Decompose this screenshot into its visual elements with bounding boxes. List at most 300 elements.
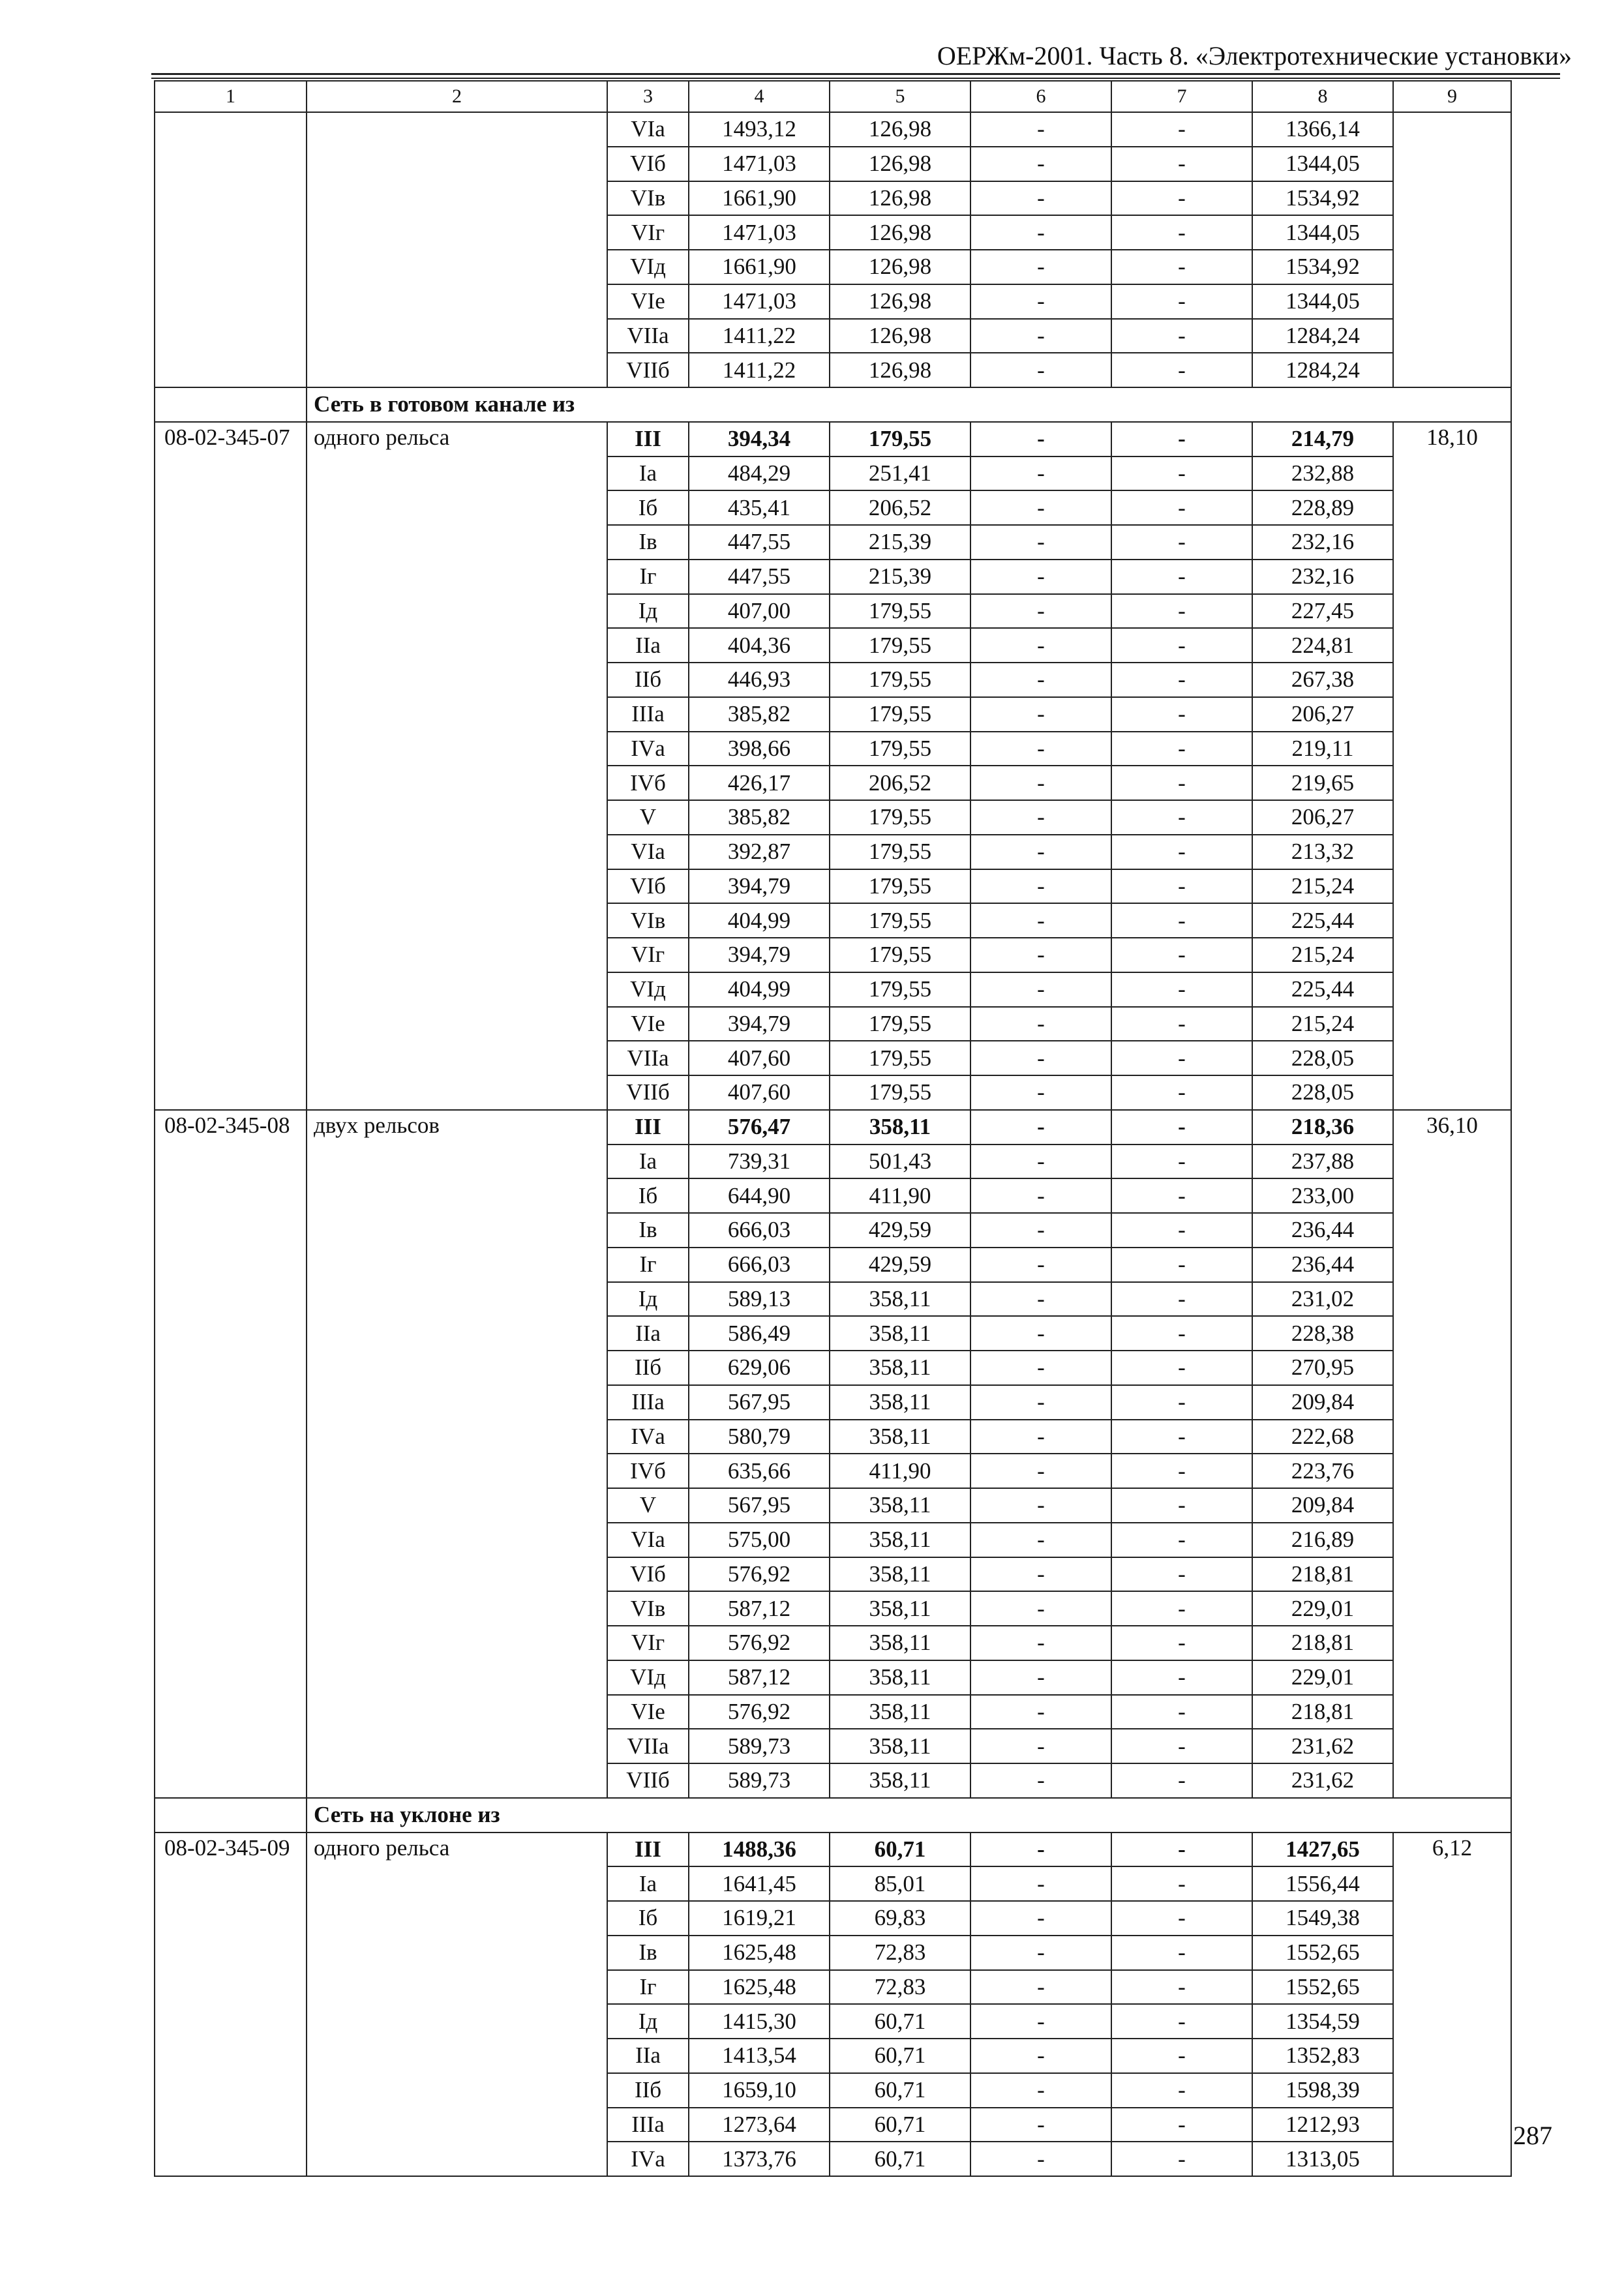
zone-cell: VIд — [607, 972, 689, 1007]
materials-cost-cell: 231,02 — [1252, 1282, 1393, 1317]
materials-cost-cell: 232,16 — [1252, 525, 1393, 560]
wage-cell: 411,90 — [830, 1454, 970, 1488]
zone-cell: VIв — [607, 1591, 689, 1626]
column-number: 1 — [155, 81, 307, 112]
total-cost-cell: 644,90 — [689, 1178, 830, 1213]
wage-cell: 179,55 — [830, 938, 970, 972]
machine-cost-cell: - — [970, 1351, 1111, 1385]
code-cell: 08-02-345-07 — [155, 422, 307, 1110]
table-row — [155, 1833, 1511, 1867]
zone-cell: VIа — [607, 835, 689, 869]
machine-cost-cell: - — [970, 1488, 1111, 1523]
machine-cost-cell: - — [970, 697, 1111, 732]
zone-cell: VIе — [607, 284, 689, 319]
machine-cost-cell: - — [970, 1557, 1111, 1592]
total-cost-cell: 446,93 — [689, 663, 830, 697]
total-cost-cell: 586,49 — [689, 1316, 830, 1351]
column-number: 4 — [689, 81, 830, 112]
zone-cell: VIа — [607, 1523, 689, 1557]
zone-cell: Iв — [607, 1213, 689, 1248]
column-number: 5 — [830, 81, 970, 112]
machine-cost-cell: - — [970, 1385, 1111, 1420]
driver-wage-cell: - — [1111, 2073, 1252, 2108]
machine-cost-cell: - — [970, 525, 1111, 560]
machine-cost-cell: - — [970, 1178, 1111, 1213]
section-heading-row — [155, 1798, 1511, 1833]
machine-cost-cell: - — [970, 972, 1111, 1007]
driver-wage-cell: - — [1111, 1075, 1252, 1110]
wage-cell: 358,11 — [830, 1316, 970, 1351]
machine-cost-cell: - — [970, 250, 1111, 284]
machine-cost-cell: - — [970, 1901, 1111, 1936]
total-cost-cell: 404,36 — [689, 628, 830, 663]
total-cost-cell: 576,92 — [689, 1695, 830, 1729]
zone-cell: VIб — [607, 1557, 689, 1592]
driver-wage-cell: - — [1111, 1591, 1252, 1626]
driver-wage-cell: - — [1111, 1488, 1252, 1523]
materials-cost-cell: 219,65 — [1252, 766, 1393, 800]
section-empty-cell — [155, 1798, 307, 1833]
machine-cost-cell: - — [970, 490, 1111, 525]
driver-wage-cell: - — [1111, 1248, 1252, 1282]
wage-cell: 358,11 — [830, 1660, 970, 1695]
total-cost-cell: 394,34 — [689, 422, 830, 456]
wage-cell: 179,55 — [830, 594, 970, 629]
total-cost-cell: 589,13 — [689, 1282, 830, 1317]
table-body — [155, 81, 1511, 2176]
materials-cost-cell: 218,81 — [1252, 1557, 1393, 1592]
wage-cell: 358,11 — [830, 1557, 970, 1592]
driver-wage-cell: - — [1111, 1351, 1252, 1385]
materials-cost-cell: 1534,92 — [1252, 181, 1393, 216]
machine-cost-cell: - — [970, 1729, 1111, 1763]
zone-cell: V — [607, 800, 689, 835]
total-cost-cell: 394,79 — [689, 869, 830, 904]
total-cost-cell: 484,29 — [689, 456, 830, 491]
total-cost-cell: 1488,36 — [689, 1833, 830, 1867]
zone-cell: VIIа — [607, 1729, 689, 1763]
col9-cell — [1393, 112, 1511, 387]
zone-cell: VIг — [607, 1626, 689, 1660]
driver-wage-cell: - — [1111, 456, 1252, 491]
total-cost-cell: 447,55 — [689, 560, 830, 594]
section-heading: Сеть на уклоне из — [307, 1798, 1511, 1833]
materials-cost-cell: 229,01 — [1252, 1660, 1393, 1695]
materials-cost-cell: 1344,05 — [1252, 215, 1393, 250]
wage-cell: 358,11 — [830, 1420, 970, 1454]
machine-cost-cell: - — [970, 1075, 1111, 1110]
wage-cell: 126,98 — [830, 112, 970, 147]
table-row — [155, 112, 1511, 147]
materials-cost-cell: 225,44 — [1252, 972, 1393, 1007]
zone-cell: IIа — [607, 628, 689, 663]
materials-cost-cell: 267,38 — [1252, 663, 1393, 697]
zone-cell: VIд — [607, 1660, 689, 1695]
driver-wage-cell: - — [1111, 1454, 1252, 1488]
total-cost-cell: 567,95 — [689, 1488, 830, 1523]
driver-wage-cell: - — [1111, 1385, 1252, 1420]
machine-cost-cell: - — [970, 2142, 1111, 2176]
materials-cost-cell: 1556,44 — [1252, 1866, 1393, 1901]
total-cost-cell: 392,87 — [689, 835, 830, 869]
wage-cell: 358,11 — [830, 1729, 970, 1763]
zone-cell: VIIб — [607, 1075, 689, 1110]
materials-cost-cell: 218,36 — [1252, 1110, 1393, 1144]
driver-wage-cell: - — [1111, 181, 1252, 216]
zone-cell: IIа — [607, 2039, 689, 2073]
total-cost-cell: 1471,03 — [689, 215, 830, 250]
column-number-row — [155, 81, 1511, 112]
total-cost-cell: 567,95 — [689, 1385, 830, 1420]
driver-wage-cell: - — [1111, 319, 1252, 353]
total-cost-cell: 1661,90 — [689, 181, 830, 216]
wage-cell: 358,11 — [830, 1763, 970, 1798]
zone-cell: III — [607, 1110, 689, 1144]
machine-cost-cell: - — [970, 938, 1111, 972]
zone-cell: Iа — [607, 1144, 689, 1179]
total-cost-cell: 629,06 — [689, 1351, 830, 1385]
driver-wage-cell: - — [1111, 1144, 1252, 1179]
materials-cost-cell: 1598,39 — [1252, 2073, 1393, 2108]
zone-cell: Iб — [607, 490, 689, 525]
zone-cell: IVб — [607, 766, 689, 800]
wage-cell: 358,11 — [830, 1523, 970, 1557]
wage-cell: 179,55 — [830, 1075, 970, 1110]
driver-wage-cell: - — [1111, 1660, 1252, 1695]
total-cost-cell: 1641,45 — [689, 1866, 830, 1901]
wage-cell: 358,11 — [830, 1695, 970, 1729]
section-heading-row — [155, 387, 1511, 422]
machine-cost-cell: - — [970, 1866, 1111, 1901]
machine-cost-cell: - — [970, 1110, 1111, 1144]
total-cost-cell: 394,79 — [689, 1007, 830, 1041]
total-cost-cell: 1493,12 — [689, 112, 830, 147]
materials-cost-cell: 1549,38 — [1252, 1901, 1393, 1936]
zone-cell: Iг — [607, 560, 689, 594]
materials-cost-cell: 224,81 — [1252, 628, 1393, 663]
zone-cell: IIIа — [607, 1385, 689, 1420]
total-cost-cell: 1411,22 — [689, 353, 830, 387]
zone-cell: V — [607, 1488, 689, 1523]
column-number: 6 — [970, 81, 1111, 112]
driver-wage-cell: - — [1111, 1970, 1252, 2005]
materials-cost-cell: 231,62 — [1252, 1763, 1393, 1798]
materials-cost-cell: 1344,05 — [1252, 147, 1393, 181]
machine-cost-cell: - — [970, 903, 1111, 938]
name-cell: двух рельсов — [307, 1110, 607, 1798]
total-cost-cell: 398,66 — [689, 732, 830, 766]
header-rule — [151, 73, 1560, 75]
machine-cost-cell: - — [970, 1523, 1111, 1557]
driver-wage-cell: - — [1111, 2039, 1252, 2073]
wage-cell: 358,11 — [830, 1282, 970, 1317]
total-cost-cell: 576,47 — [689, 1110, 830, 1144]
driver-wage-cell: - — [1111, 869, 1252, 904]
materials-cost-cell: 228,05 — [1252, 1075, 1393, 1110]
wage-cell: 358,11 — [830, 1351, 970, 1385]
machine-cost-cell: - — [970, 1660, 1111, 1695]
machine-cost-cell: - — [970, 1454, 1111, 1488]
driver-wage-cell: - — [1111, 1626, 1252, 1660]
materials-cost-cell: 1354,59 — [1252, 2004, 1393, 2039]
materials-cost-cell: 1313,05 — [1252, 2142, 1393, 2176]
materials-cost-cell: 1212,93 — [1252, 2108, 1393, 2142]
wage-cell: 126,98 — [830, 250, 970, 284]
col9-cell: 6,12 — [1393, 1833, 1511, 2177]
zone-cell: VIIа — [607, 1041, 689, 1075]
header-rule-thin — [151, 78, 1560, 79]
driver-wage-cell: - — [1111, 835, 1252, 869]
materials-cost-cell: 216,89 — [1252, 1523, 1393, 1557]
zone-cell: IIIа — [607, 2108, 689, 2142]
materials-cost-cell: 223,76 — [1252, 1454, 1393, 1488]
total-cost-cell: 1661,90 — [689, 250, 830, 284]
materials-cost-cell: 270,95 — [1252, 1351, 1393, 1385]
driver-wage-cell: - — [1111, 972, 1252, 1007]
total-cost-cell: 589,73 — [689, 1763, 830, 1798]
wage-cell: 126,98 — [830, 284, 970, 319]
page-number: 287 — [1513, 2121, 1552, 2150]
total-cost-cell: 435,41 — [689, 490, 830, 525]
driver-wage-cell: - — [1111, 2004, 1252, 2039]
driver-wage-cell: - — [1111, 1316, 1252, 1351]
machine-cost-cell: - — [970, 1282, 1111, 1317]
driver-wage-cell: - — [1111, 422, 1252, 456]
zone-cell: III — [607, 1833, 689, 1867]
wage-cell: 179,55 — [830, 422, 970, 456]
column-number: 2 — [307, 81, 607, 112]
wage-cell: 72,83 — [830, 1936, 970, 1970]
materials-cost-cell: 1284,24 — [1252, 319, 1393, 353]
total-cost-cell: 1471,03 — [689, 284, 830, 319]
zone-cell: Iв — [607, 1936, 689, 1970]
machine-cost-cell: - — [970, 181, 1111, 216]
zone-cell: VIа — [607, 112, 689, 147]
driver-wage-cell: - — [1111, 147, 1252, 181]
materials-cost-cell: 1352,83 — [1252, 2039, 1393, 2073]
wage-cell: 69,83 — [830, 1901, 970, 1936]
driver-wage-cell: - — [1111, 697, 1252, 732]
wage-cell: 179,55 — [830, 869, 970, 904]
driver-wage-cell: - — [1111, 1729, 1252, 1763]
wage-cell: 429,59 — [830, 1248, 970, 1282]
machine-cost-cell: - — [970, 663, 1111, 697]
materials-cost-cell: 236,44 — [1252, 1248, 1393, 1282]
driver-wage-cell: - — [1111, 215, 1252, 250]
driver-wage-cell: - — [1111, 663, 1252, 697]
total-cost-cell: 575,00 — [689, 1523, 830, 1557]
zone-cell: IIа — [607, 1316, 689, 1351]
machine-cost-cell: - — [970, 1626, 1111, 1660]
materials-cost-cell: 236,44 — [1252, 1213, 1393, 1248]
machine-cost-cell: - — [970, 112, 1111, 147]
zone-cell: VIд — [607, 250, 689, 284]
driver-wage-cell: - — [1111, 1523, 1252, 1557]
zone-cell: Iг — [607, 1248, 689, 1282]
wage-cell: 411,90 — [830, 1178, 970, 1213]
machine-cost-cell: - — [970, 560, 1111, 594]
materials-cost-cell: 1344,05 — [1252, 284, 1393, 319]
total-cost-cell: 666,03 — [689, 1213, 830, 1248]
column-number: 3 — [607, 81, 689, 112]
zone-cell: Iб — [607, 1901, 689, 1936]
zone-cell: VIе — [607, 1007, 689, 1041]
machine-cost-cell: - — [970, 1936, 1111, 1970]
zone-cell: IIб — [607, 1351, 689, 1385]
machine-cost-cell: - — [970, 147, 1111, 181]
wage-cell: 179,55 — [830, 663, 970, 697]
running-header: ОЕРЖм-2001. Часть 8. «Электротехнические установки» — [937, 41, 1572, 70]
zone-cell: VIг — [607, 938, 689, 972]
name-cell: одного рельса — [307, 422, 607, 1110]
materials-cost-cell: 232,16 — [1252, 560, 1393, 594]
total-cost-cell: 385,82 — [689, 697, 830, 732]
zone-cell: III — [607, 422, 689, 456]
total-cost-cell: 739,31 — [689, 1144, 830, 1179]
name-cell — [307, 112, 607, 387]
total-cost-cell: 1415,30 — [689, 2004, 830, 2039]
zone-cell: VIв — [607, 903, 689, 938]
machine-cost-cell: - — [970, 319, 1111, 353]
driver-wage-cell: - — [1111, 1178, 1252, 1213]
materials-cost-cell: 228,05 — [1252, 1041, 1393, 1075]
wage-cell: 60,71 — [830, 2108, 970, 2142]
materials-cost-cell: 209,84 — [1252, 1385, 1393, 1420]
wage-cell: 251,41 — [830, 456, 970, 491]
zone-cell: IVа — [607, 2142, 689, 2176]
wage-cell: 179,55 — [830, 903, 970, 938]
total-cost-cell: 580,79 — [689, 1420, 830, 1454]
total-cost-cell: 394,79 — [689, 938, 830, 972]
driver-wage-cell: - — [1111, 250, 1252, 284]
machine-cost-cell: - — [970, 1591, 1111, 1626]
driver-wage-cell: - — [1111, 1833, 1252, 1867]
materials-cost-cell: 215,24 — [1252, 1007, 1393, 1041]
wage-cell: 179,55 — [830, 1041, 970, 1075]
driver-wage-cell: - — [1111, 1695, 1252, 1729]
machine-cost-cell: - — [970, 835, 1111, 869]
machine-cost-cell: - — [970, 1316, 1111, 1351]
col9-cell: 18,10 — [1393, 422, 1511, 1110]
driver-wage-cell: - — [1111, 594, 1252, 629]
machine-cost-cell: - — [970, 456, 1111, 491]
materials-cost-cell: 1534,92 — [1252, 250, 1393, 284]
column-number: 8 — [1252, 81, 1393, 112]
machine-cost-cell: - — [970, 1420, 1111, 1454]
zone-cell: Iд — [607, 2004, 689, 2039]
materials-cost-cell: 206,27 — [1252, 697, 1393, 732]
total-cost-cell: 404,99 — [689, 972, 830, 1007]
zone-cell: IIб — [607, 2073, 689, 2108]
zone-cell: VIIб — [607, 353, 689, 387]
wage-cell: 429,59 — [830, 1213, 970, 1248]
wage-cell: 179,55 — [830, 835, 970, 869]
driver-wage-cell: - — [1111, 628, 1252, 663]
driver-wage-cell: - — [1111, 1901, 1252, 1936]
driver-wage-cell: - — [1111, 766, 1252, 800]
materials-cost-cell: 227,45 — [1252, 594, 1393, 629]
column-number: 7 — [1111, 81, 1252, 112]
zone-cell: VIIа — [607, 319, 689, 353]
materials-cost-cell: 237,88 — [1252, 1144, 1393, 1179]
materials-cost-cell: 213,32 — [1252, 835, 1393, 869]
materials-cost-cell: 232,88 — [1252, 456, 1393, 491]
driver-wage-cell: - — [1111, 2142, 1252, 2176]
wage-cell: 215,39 — [830, 525, 970, 560]
zone-cell: IIIа — [607, 697, 689, 732]
driver-wage-cell: - — [1111, 1936, 1252, 1970]
machine-cost-cell: - — [970, 1248, 1111, 1282]
total-cost-cell: 385,82 — [689, 800, 830, 835]
materials-cost-cell: 1552,65 — [1252, 1970, 1393, 2005]
wage-cell: 85,01 — [830, 1866, 970, 1901]
price-table — [154, 80, 1512, 2177]
total-cost-cell: 635,66 — [689, 1454, 830, 1488]
wage-cell: 179,55 — [830, 628, 970, 663]
materials-cost-cell: 218,81 — [1252, 1626, 1393, 1660]
wage-cell: 206,52 — [830, 766, 970, 800]
materials-cost-cell: 229,01 — [1252, 1591, 1393, 1626]
wage-cell: 215,39 — [830, 560, 970, 594]
driver-wage-cell: - — [1111, 1110, 1252, 1144]
driver-wage-cell: - — [1111, 490, 1252, 525]
machine-cost-cell: - — [970, 284, 1111, 319]
wage-cell: 126,98 — [830, 353, 970, 387]
materials-cost-cell: 206,27 — [1252, 800, 1393, 835]
machine-cost-cell: - — [970, 594, 1111, 629]
machine-cost-cell: - — [970, 628, 1111, 663]
zone-cell: IVа — [607, 732, 689, 766]
driver-wage-cell: - — [1111, 2108, 1252, 2142]
zone-cell: VIб — [607, 147, 689, 181]
materials-cost-cell: 231,62 — [1252, 1729, 1393, 1763]
wage-cell: 179,55 — [830, 1007, 970, 1041]
code-cell: 08-02-345-09 — [155, 1833, 307, 2177]
zone-cell: Iа — [607, 1866, 689, 1901]
wage-cell: 60,71 — [830, 2004, 970, 2039]
materials-cost-cell: 1284,24 — [1252, 353, 1393, 387]
materials-cost-cell: 228,38 — [1252, 1316, 1393, 1351]
machine-cost-cell: - — [970, 1213, 1111, 1248]
wage-cell: 358,11 — [830, 1626, 970, 1660]
materials-cost-cell: 215,24 — [1252, 938, 1393, 972]
driver-wage-cell: - — [1111, 1007, 1252, 1041]
zone-cell: IVб — [607, 1454, 689, 1488]
wage-cell: 179,55 — [830, 697, 970, 732]
wage-cell: 60,71 — [830, 2142, 970, 2176]
total-cost-cell: 407,60 — [689, 1075, 830, 1110]
wage-cell: 358,11 — [830, 1385, 970, 1420]
driver-wage-cell: - — [1111, 284, 1252, 319]
wage-cell: 501,43 — [830, 1144, 970, 1179]
total-cost-cell: 426,17 — [689, 766, 830, 800]
driver-wage-cell: - — [1111, 112, 1252, 147]
materials-cost-cell: 233,00 — [1252, 1178, 1393, 1213]
driver-wage-cell: - — [1111, 1866, 1252, 1901]
zone-cell: VIе — [607, 1695, 689, 1729]
total-cost-cell: 1373,76 — [689, 2142, 830, 2176]
wage-cell: 126,98 — [830, 147, 970, 181]
wage-cell: 358,11 — [830, 1591, 970, 1626]
materials-cost-cell: 209,84 — [1252, 1488, 1393, 1523]
materials-cost-cell: 1427,65 — [1252, 1833, 1393, 1867]
zone-cell: Iд — [607, 1282, 689, 1317]
machine-cost-cell: - — [970, 766, 1111, 800]
machine-cost-cell: - — [970, 2108, 1111, 2142]
zone-cell: IVа — [607, 1420, 689, 1454]
code-cell — [155, 112, 307, 387]
column-number: 9 — [1393, 81, 1511, 112]
